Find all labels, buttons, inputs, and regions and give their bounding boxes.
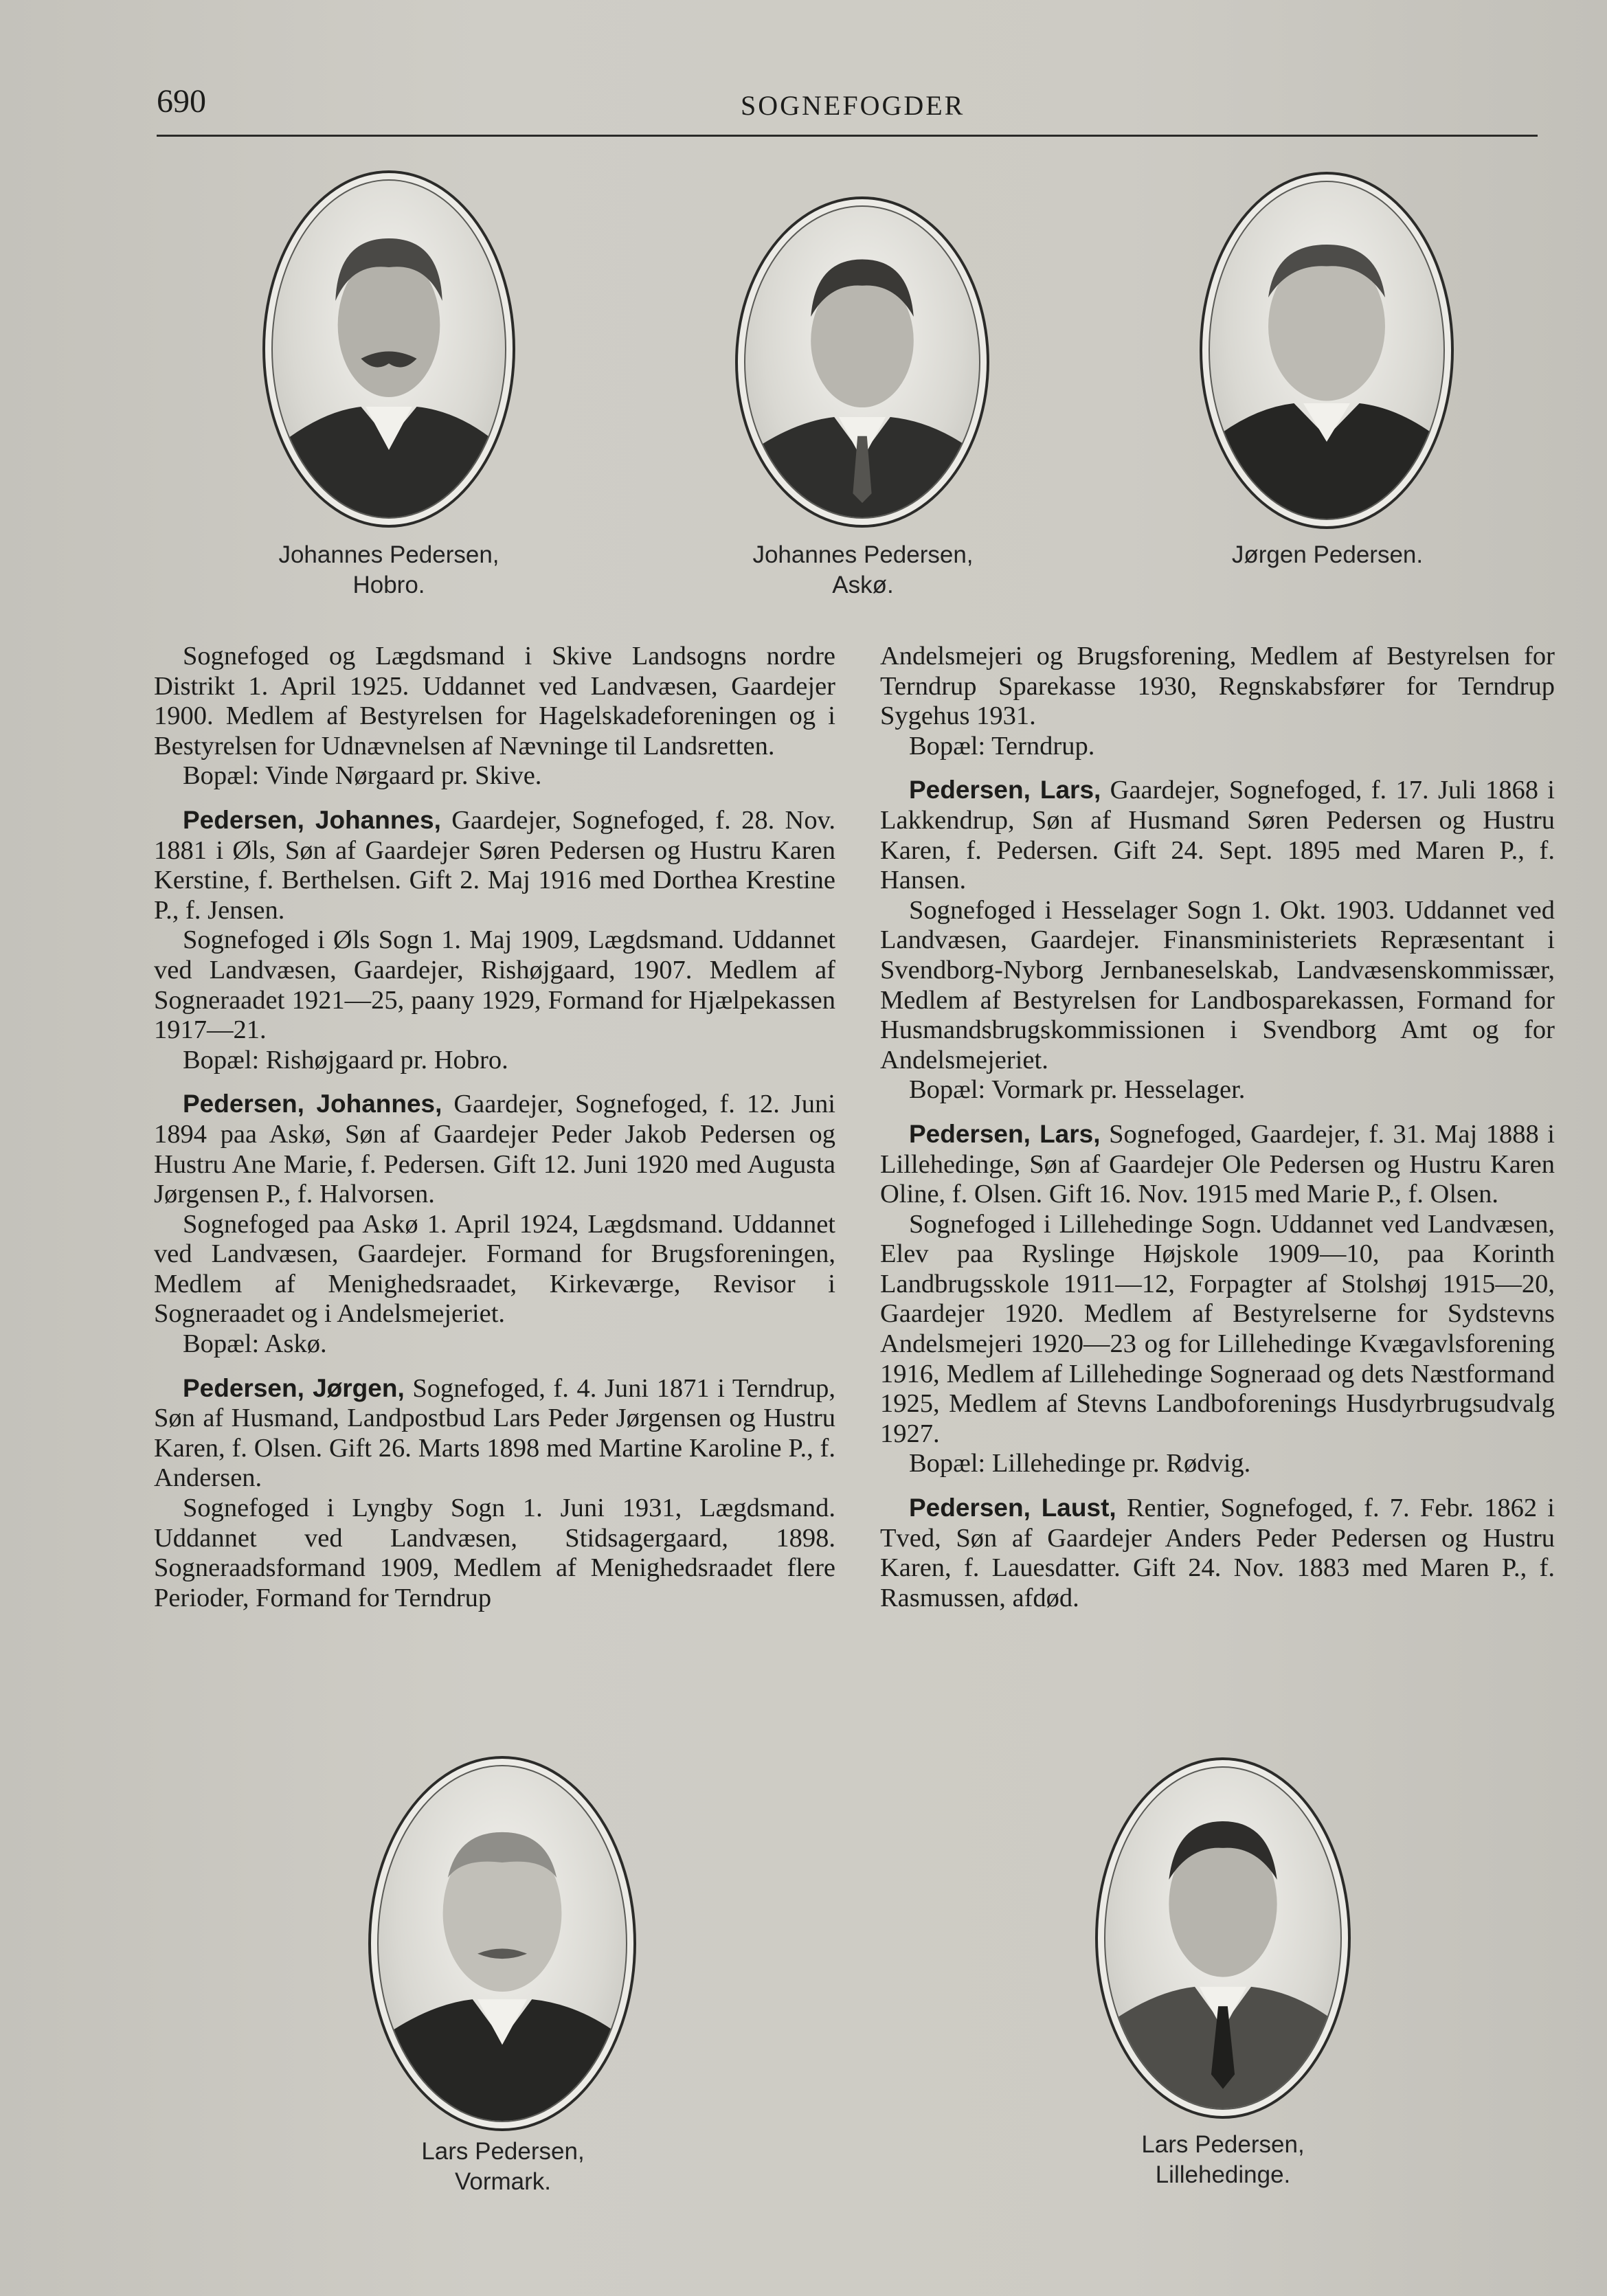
- page-header: [157, 77, 1531, 139]
- portrait-caption-3: [1176, 540, 1479, 570]
- entry-paragraph: Sognefoged i Øls Sogn 1. Maj 1909, Lægdsmand. Uddannet ved Landvæsen, Gaardejer, Rishøjgaard, 1907. Medlem af Sogneraadet 1921—25, paany 1929, Formand for Hjælpekassen 1917—21.: [154, 925, 835, 1045]
- entry-name: Pedersen, Johannes,: [183, 805, 441, 834]
- caption-name: Johannes Pedersen,: [752, 541, 974, 568]
- entry-paragraph: Sognefoged i Lyngby Sogn 1. Juni 1931, Lægdsmand. Uddannet ved Landvæsen, Stidsagergaard, 1898. Sogneraadsformand 1909, Medlem af Menighedsraadet flere Perioder, Formand for Terndrup: [154, 1494, 835, 1612]
- intro-paragraph: Sognefoged og Lægdsmand i Skive Landsogns nordre Distrikt 1. April 1925. Uddannet ved Landvæsen, Gaardejer 1900. Medlem af Bestyrelsen for Hagelskadeforeningen og i Bestyrelsen for Udnævnelsen af Nævninge til Landsretten.: [154, 642, 835, 761]
- caption-place: Askø.: [832, 572, 894, 598]
- entry-name: Pedersen, Lars,: [909, 776, 1101, 804]
- caption-name: Lars Pedersen,: [1141, 2131, 1305, 2158]
- residence-line: Bopæl: Vormark pr. Hesselager.: [909, 1075, 1246, 1105]
- entry-paragraph: Sognefoged paa Askø 1. April 1924, Lægdsmand. Uddannet ved Landvæsen, Gaardejer. Formand for Brugsforeningen, Medlem af Menighedsraadet, Kirkeværge, Revisor i Sogneraadet og i Andelsmejeriet.: [154, 1209, 835, 1329]
- caption-place: Hobro.: [352, 572, 425, 598]
- portrait-photo-5: [1095, 1757, 1351, 2119]
- page-number: 690: [157, 83, 206, 120]
- caption-name: Johannes Pedersen,: [278, 541, 499, 568]
- portrait-caption-4: [352, 2137, 654, 2197]
- entry-name: Pedersen, Johannes,: [183, 1090, 442, 1118]
- left-text-column: [154, 642, 835, 1613]
- running-head: SOGNEFOGDER: [741, 90, 965, 121]
- entry-lead: Gaardejer, Sognefoged, f. 28. Nov. 1881 i Øls, Søn af Gaardejer Søren Pedersen og Hustru Karen Kerstine, f. Berthelsen. Gift 2. Maj 1916 med Dorthea Krestine P., f. Jensen.: [154, 805, 835, 925]
- right-text-column: [880, 642, 1555, 1613]
- residence-line: Bopæl: Rishøjgaard pr. Hobro.: [183, 1045, 508, 1074]
- residence-line: Bopæl: Askø.: [183, 1329, 327, 1359]
- biography-entry: [154, 1089, 835, 1209]
- caption-place: Vormark.: [454, 2168, 552, 2195]
- portrait-caption-5: [1072, 2130, 1374, 2190]
- entry-paragraph: Sognefoged i Lillehedinge Sogn. Uddannet ved Landvæsen, Elev paa Ryslinge Højskole 1909—10, paa Korinth Landbrugsskole 1911—12, Forpagter af Stolshøj 1915—20, Gaardejer 1920. Medlem af Bestyrelserne for Sydstevns Andelsmejeri 1920—23 og for Lillehedinge Kvægavlsforening 1916, Medlem af Lillehedinge Sogneraad og dets Næstformand 1925, Medlem af Stevns Landboforenings Husdyrbrugsudvalg 1927.: [880, 1209, 1555, 1448]
- entry-name: Pedersen, Lars,: [909, 1119, 1101, 1148]
- portrait-photo-2: [735, 196, 989, 528]
- biography-entry: [154, 1373, 835, 1494]
- portrait-photo-1: [262, 170, 515, 528]
- caption-name: Jørgen Pedersen.: [1231, 541, 1424, 568]
- portrait-caption-2: [712, 540, 1014, 600]
- entry-paragraph: Sognefoged i Hesselager Sogn 1. Okt. 1903. Uddannet ved Landvæsen, Gaardejer. Finansministeriets Repræsentant i Svendborg-Nyborg Jernbaneselskab, Landvæsenskommissær, Medlem af Bestyrelsen for Landbosparekassen, Formand for Husmandsbrugskommissionen i Svendborg Amt og for Andelsmejeriet.: [880, 895, 1555, 1074]
- entry-name: Pedersen, Laust,: [909, 1494, 1116, 1522]
- residence-line: Bopæl: Vinde Nørgaard pr. Skive.: [183, 761, 542, 791]
- portrait-photo-4: [368, 1756, 636, 2131]
- residence-line: Bopæl: Terndrup.: [909, 731, 1095, 761]
- biography-entry: [880, 1493, 1555, 1613]
- biography-entry: [154, 805, 835, 925]
- biography-entry: [880, 775, 1555, 895]
- entry-name: Pedersen, Jørgen,: [183, 1373, 405, 1402]
- portrait-photo-3: [1200, 172, 1454, 529]
- caption-name: Lars Pedersen,: [421, 2138, 585, 2165]
- header-rule: [157, 135, 1538, 137]
- entry-lead: Gaardejer, Sognefoged, f. 17. Juli 1868 i Lakkendrup, Søn af Husmand Søren Pedersen og Hustru Karen, f. Pedersen. Gift 24. Sept. 1895 med Maren P., f. Hansen.: [880, 776, 1555, 895]
- portrait-caption-1: [238, 540, 540, 600]
- entry-lead: Gaardejer, Sognefoged, f. 12. Juni 1894 paa Askø, Søn af Gaardejer Peder Jakob Pedersen og Hustru Ane Marie, f. Pedersen. Gift 12. Juni 1920 med Augusta Jørgensen P., f. Halvorsen.: [154, 1090, 835, 1209]
- entry-lead: Sognefoged, Gaardejer, f. 31. Maj 1888 i Lillehedinge, Søn af Gaardejer Ole Pedersen og Hustru Karen Oline, f. Olsen. Gift 16. Nov. 1915 med Marie P., f. Olsen.: [880, 1119, 1555, 1209]
- entry-lead: Rentier, Sognefoged, f. 7. Febr. 1862 i Tved, Søn af Gaardejer Anders Peder Pedersen og Hustru Karen, f. Lauesdatter. Gift 24. Nov. 1883 med Maren P., f. Rasmussen, afdød.: [880, 1494, 1555, 1612]
- biography-entry: [880, 1119, 1555, 1210]
- residence-line: Bopæl: Lillehedinge pr. Rødvig.: [909, 1449, 1251, 1478]
- continued-paragraph: Andelsmejeri og Brugsforening, Medlem af Bestyrelsen for Terndrup Sparekasse 1930, Regnskabsfører for Terndrup Sygehus 1931.: [880, 642, 1555, 731]
- entry-lead: Sognefoged, f. 4. Juni 1871 i Terndrup, Søn af Husmand, Landpostbud Lars Peder Jørgensen og Hustru Karen, f. Olsen. Gift 26. Marts 1898 med Martine Karoline P., f. Andersen.: [154, 1373, 836, 1493]
- caption-place: Lillehedinge.: [1155, 2161, 1291, 2188]
